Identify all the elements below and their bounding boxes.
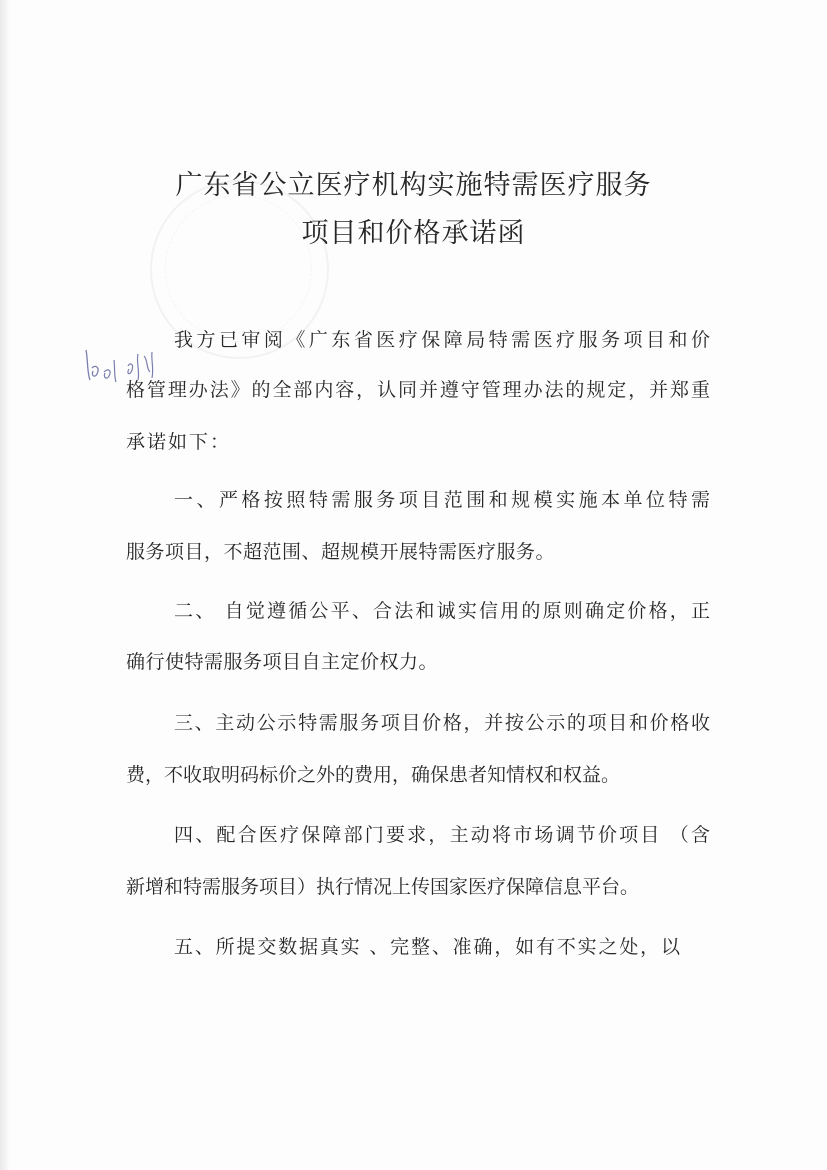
clause-1-line-1: 一、严格按照特需服务项目范围和规模实施本单位特需 (174, 489, 710, 511)
body-line-2: 格管理办法》的全部内容，认同并遵守管理办法的规定，并郑重 (126, 379, 710, 401)
clause-3-line-1: 三、主动公示特需服务项目价格，并按公示的项目和价格收 (174, 712, 710, 734)
body-line-3: 承诺如下： (126, 431, 232, 453)
body-line-1: 我方已审阅《广东省医疗保障局特需医疗服务项目和价 (174, 329, 710, 351)
clause-4-line-2: 新增和特需服务项目）执行情况上传国家医疗保障信息平台。 (126, 876, 640, 898)
clause-2-line-2: 确行使特需服务项目自主定价权力。 (126, 651, 439, 673)
clause-1-line-2: 服务项目，不超范围、超规模开展特需医疗服务。 (126, 541, 556, 563)
clause-2-line-1: 二、 自觉遵循公平、合法和诚实信用的原则确定价格，正 (174, 600, 710, 622)
document-title-line-2: 项目和价格承诺函 (301, 218, 526, 249)
clause-5-line-1: 五、所提交数据真实 、完整、准确，如有不实之处，以 (174, 936, 680, 958)
clause-3-line-2: 费，不收取明码标价之外的费用，确保患者知情权和权益。 (126, 764, 621, 786)
document-title-line-1: 广东省公立医疗机构实施特需医疗服务 (175, 170, 652, 201)
clause-4-line-1: 四、配合医疗保障部门要求，主动将市场调节价项目 （含 (174, 824, 710, 846)
